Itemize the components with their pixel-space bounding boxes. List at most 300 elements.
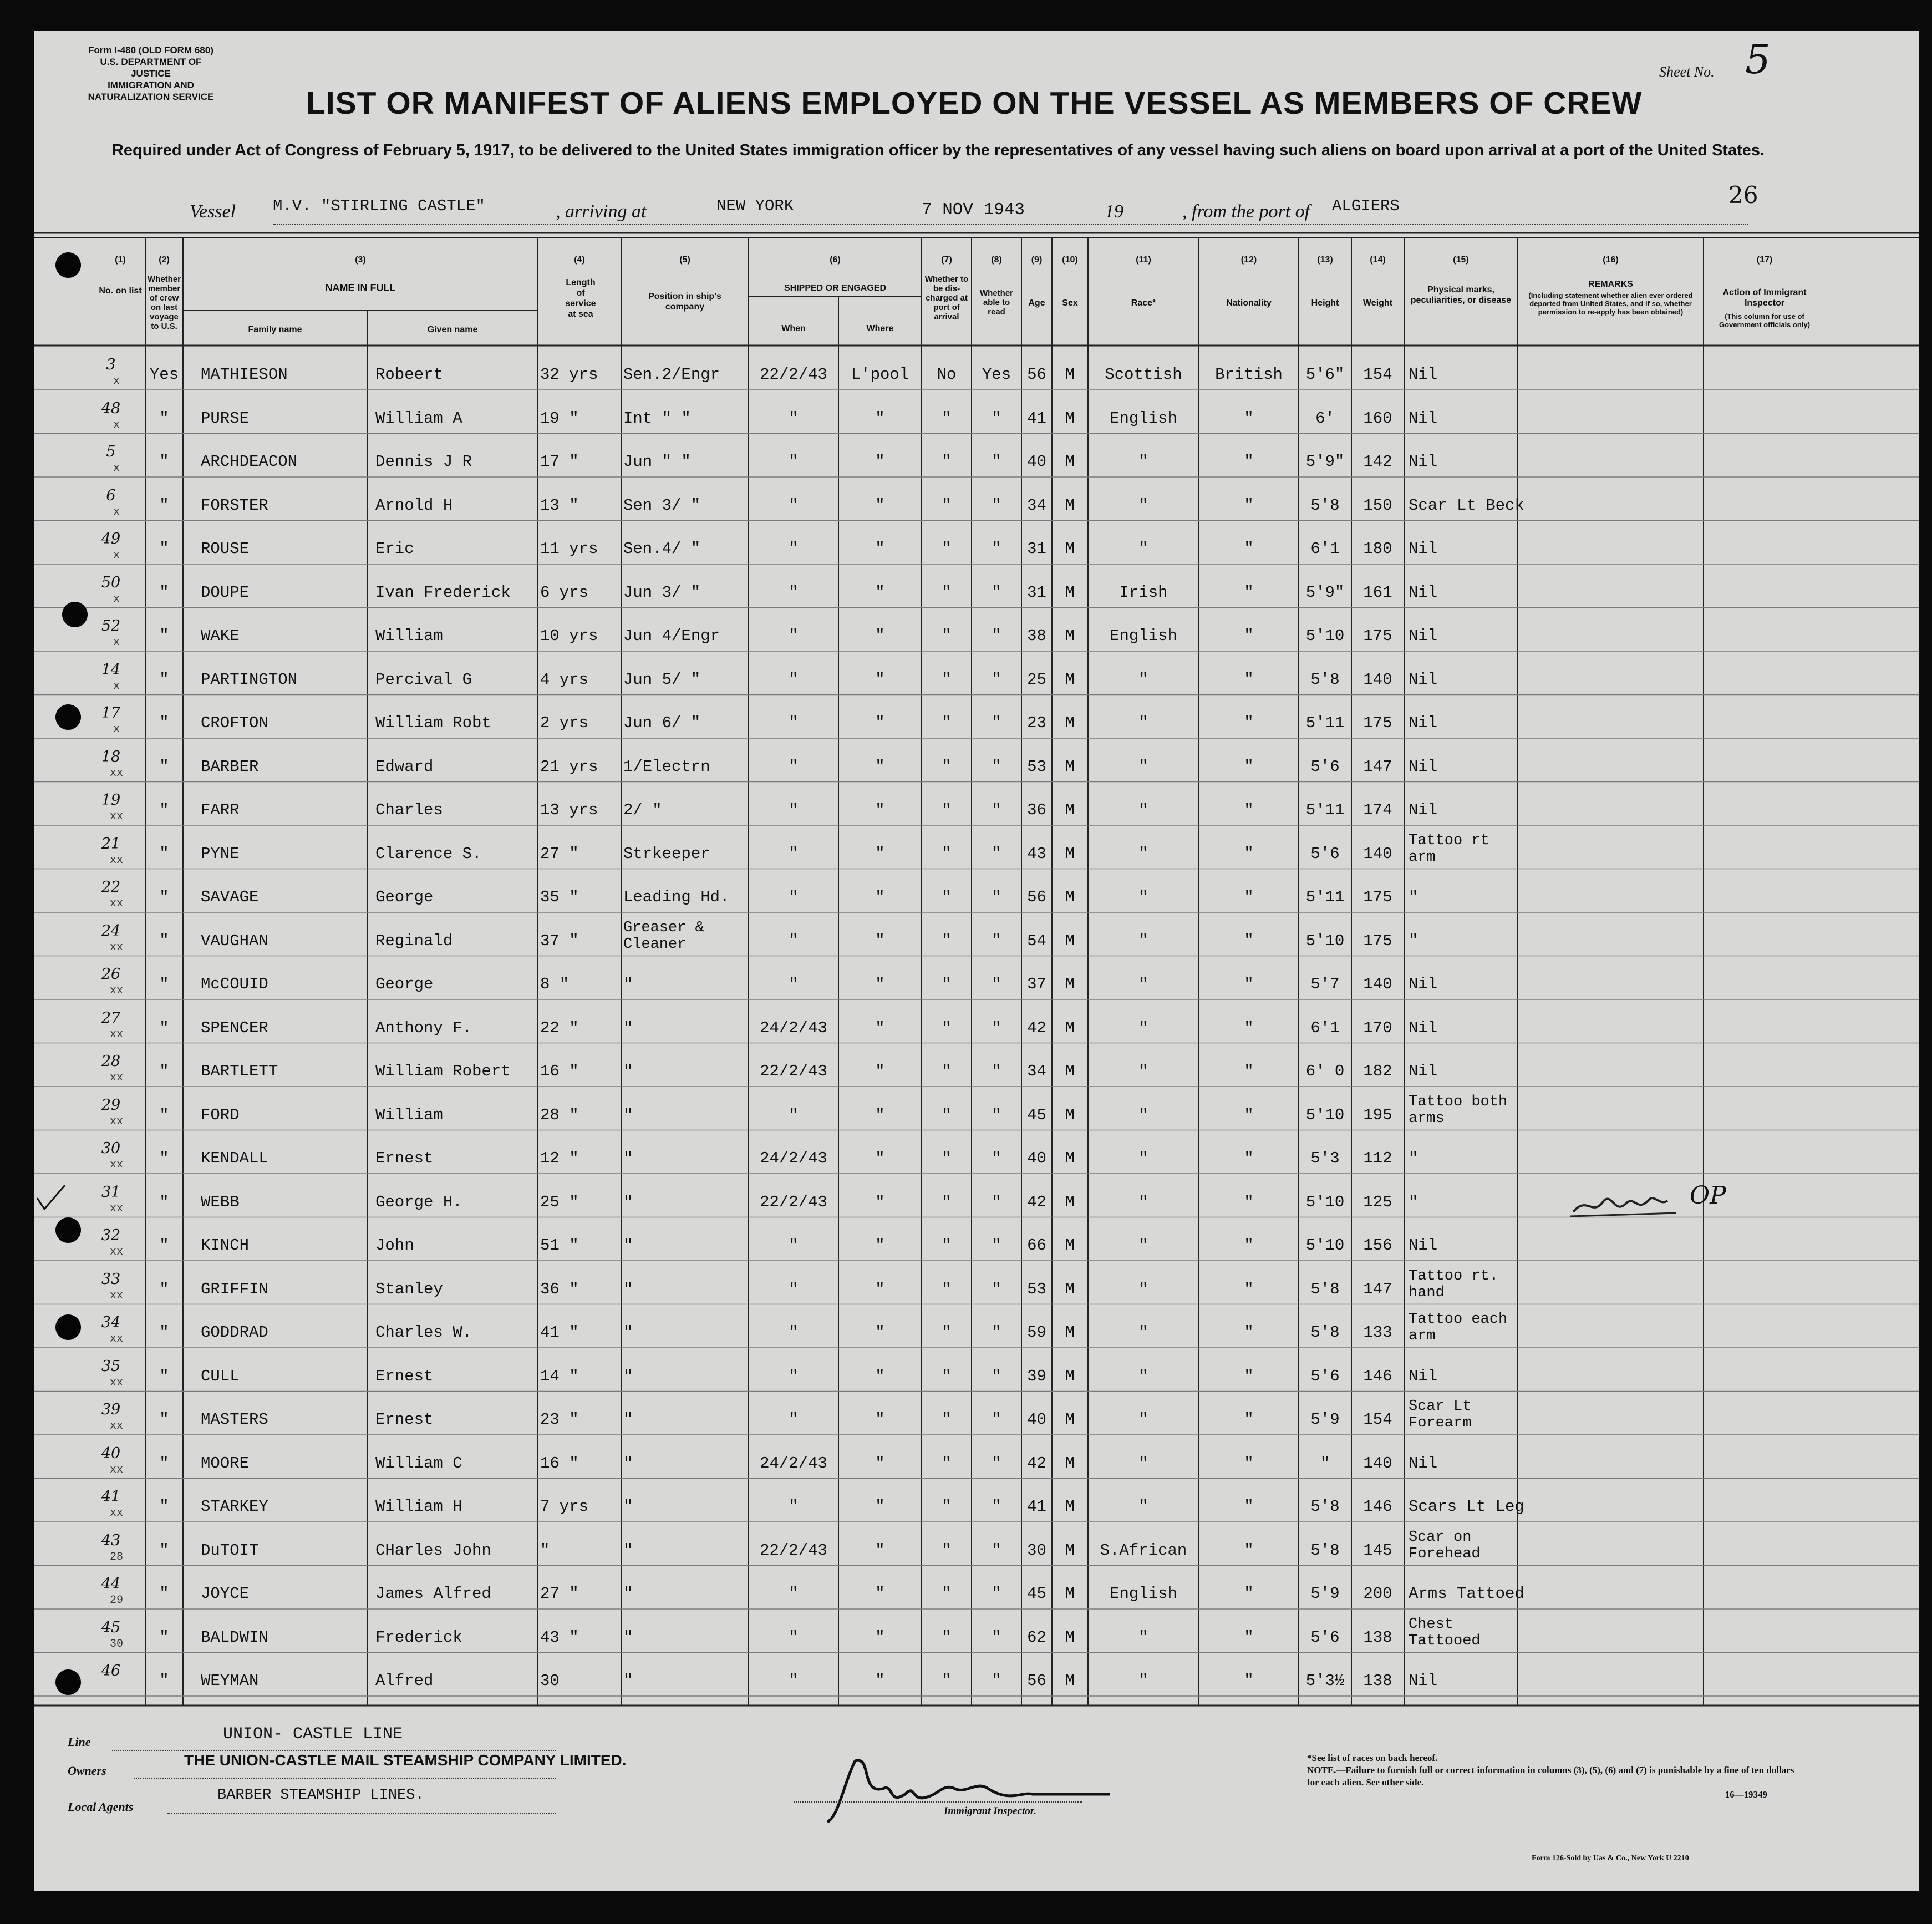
col-head-nationality: Nationality <box>1226 298 1272 308</box>
cell-family: CROFTON <box>201 714 268 732</box>
cell-height: 5'10 <box>1305 1236 1345 1255</box>
cell-when: " <box>789 888 799 906</box>
fine-note: NOTE.—Failure to furnish full or correct information in columns (3), (5), (6) and (7) is punishable by a fine of ten dollars for each alien. See other side. <box>1307 1765 1794 1788</box>
arrival-port: NEW YORK <box>716 197 794 215</box>
cell-marks: Scar on Forehead <box>1409 1529 1481 1562</box>
cell-weight: 112 <box>1363 1149 1392 1167</box>
row-list-number: 27 <box>101 1009 121 1027</box>
cell-service: 23 " <box>540 1410 579 1429</box>
owners-dotted <box>134 1778 556 1779</box>
col-head-family: Family name <box>248 325 302 334</box>
cell-where: " <box>875 1018 885 1037</box>
cell-race: " <box>1138 1497 1148 1516</box>
row-list-number: 43 <box>101 1531 121 1549</box>
row-old-number: xx <box>109 1289 123 1302</box>
col-head-remarks-note: (Including statement whether alien ever ordered deported from United States, and if so, whether permission to re-apply has been obtained) <box>1528 291 1693 316</box>
col-head-weight: Weight <box>1362 298 1393 308</box>
cell-when: " <box>789 931 799 950</box>
cell-sex: M <box>1065 931 1075 950</box>
cell-service: 8 " <box>540 975 570 993</box>
cell-service: 19 " <box>540 409 579 428</box>
cell-read: " <box>992 1280 1001 1298</box>
cell-read: " <box>992 714 1001 732</box>
cell-read: " <box>992 1323 1001 1342</box>
cell-given: CHarles John <box>375 1541 491 1560</box>
cell-race: S.African <box>1100 1541 1187 1560</box>
row-list-number: 31 <box>101 1183 121 1201</box>
cell-read: " <box>992 1454 1001 1473</box>
cell-position: " <box>623 1367 633 1385</box>
row-list-number: 45 <box>101 1618 121 1636</box>
cell-position: " <box>623 1628 633 1647</box>
cell-marks: Nil <box>1409 627 1438 645</box>
cell-age: 34 <box>1027 496 1046 515</box>
cell-when: 22/2/43 <box>760 1541 827 1560</box>
col-num-17: (17) <box>1756 255 1773 265</box>
cell-when: " <box>789 801 799 819</box>
cell-race: " <box>1138 1105 1148 1124</box>
cell-service: 35 " <box>540 888 579 906</box>
row-old-number: x <box>113 679 120 693</box>
cell-family: ROUSE <box>201 540 250 558</box>
cell-position: " <box>623 1236 633 1255</box>
row-old-number: xx <box>109 1246 123 1258</box>
sheet-label: Sheet No. <box>1659 64 1715 80</box>
row-list-number: 21 <box>101 835 121 852</box>
cell-weight: 180 <box>1363 540 1392 558</box>
cell-weight: 147 <box>1363 1280 1392 1298</box>
cell-age: 34 <box>1027 1062 1046 1080</box>
cell-given: Anthony F. <box>375 1018 472 1037</box>
cell-service: 30 <box>540 1672 560 1690</box>
cell-nationality: " <box>1244 670 1254 689</box>
cell-read: " <box>992 801 1001 819</box>
cell-marks: Scars Lt Leg <box>1409 1497 1524 1516</box>
cell-nationality: " <box>1244 583 1254 602</box>
cell-marks: Nil <box>1409 1672 1438 1690</box>
cell-nationality: " <box>1244 409 1254 428</box>
cell-discharged: " <box>942 1585 952 1603</box>
cell-marks: Nil <box>1409 1062 1438 1080</box>
cell-age: 25 <box>1027 670 1046 689</box>
cell-marks: Nil <box>1409 975 1438 993</box>
row-list-number: 29 <box>101 1096 121 1114</box>
cell-read: " <box>992 540 1001 558</box>
row-old-number: xx <box>109 1420 123 1433</box>
cell-nationality: " <box>1244 1410 1254 1429</box>
cell-given: Clarence S. <box>375 844 482 863</box>
col-num-12: (12) <box>1240 255 1257 265</box>
cell-race: " <box>1138 1062 1148 1080</box>
cell-family: FORD <box>201 1105 240 1124</box>
cell-given: Ivan Frederick <box>375 583 511 602</box>
cell-read: Yes <box>982 365 1011 384</box>
cell-given: Edward <box>375 757 434 776</box>
row-old-number: xx <box>109 1333 123 1346</box>
cell-race: " <box>1138 757 1148 776</box>
cell-discharged: " <box>942 757 952 776</box>
cell-marks: Arms Tattoed <box>1409 1585 1524 1603</box>
cell-crew: " <box>159 801 169 819</box>
cell-nationality: " <box>1244 844 1254 863</box>
cell-sex: M <box>1065 1236 1075 1255</box>
cell-family: BARBER <box>201 757 259 776</box>
cell-when: 24/2/43 <box>760 1018 827 1037</box>
cell-sex: M <box>1065 714 1075 732</box>
row-old-number: xx <box>109 941 123 954</box>
col-num-16: (16) <box>1603 255 1619 265</box>
cell-where: " <box>875 714 885 732</box>
cell-where: " <box>875 757 885 776</box>
cell-when: " <box>789 409 799 428</box>
cell-sex: M <box>1065 1367 1075 1385</box>
cell-crew: " <box>159 496 169 515</box>
cell-service: 51 " <box>540 1236 579 1255</box>
cell-family: BALDWIN <box>201 1628 268 1647</box>
col-head-remarks: REMARKS <box>1588 280 1633 289</box>
cell-discharged: " <box>942 670 952 689</box>
agents-label: Local Agents <box>68 1800 134 1814</box>
cell-sex: M <box>1065 1628 1075 1647</box>
cell-position: " <box>623 1018 633 1037</box>
cell-nationality: " <box>1244 931 1254 950</box>
cell-position: " <box>623 1497 633 1516</box>
cell-height: 5'9 <box>1310 1410 1340 1429</box>
cell-sex: M <box>1065 1585 1075 1603</box>
row-old-number: x <box>113 505 120 519</box>
cell-marks: Nil <box>1409 409 1438 428</box>
binder-hole <box>55 252 81 278</box>
cell-family: MOORE <box>201 1454 250 1473</box>
cell-discharged: " <box>942 453 952 471</box>
col-head-read: Whether able to read <box>980 288 1013 317</box>
cell-sex: M <box>1065 1062 1075 1080</box>
cell-family: PURSE <box>201 409 250 428</box>
cell-where: " <box>875 844 885 863</box>
cell-weight: 195 <box>1363 1105 1392 1124</box>
cell-race: English <box>1110 409 1177 428</box>
row-list-number: 50 <box>101 573 121 591</box>
cell-discharged: " <box>942 1367 952 1385</box>
cell-where: " <box>875 1497 885 1516</box>
cell-position: Jun 3/ " <box>623 583 701 602</box>
row-list-number: 39 <box>101 1401 121 1418</box>
cell-read: " <box>992 583 1001 602</box>
col-num-5: (5) <box>679 255 690 265</box>
vessel-name: M.V. "STIRLING CASTLE" <box>273 197 485 215</box>
row-list-number: 14 <box>101 661 121 678</box>
cell-read: " <box>992 496 1001 515</box>
cell-sex: M <box>1065 627 1075 645</box>
cell-read: " <box>992 1367 1001 1385</box>
cell-height: 5'9" <box>1305 583 1345 602</box>
cell-race: " <box>1138 975 1148 993</box>
cell-family: SPENCER <box>201 1018 268 1037</box>
cell-sex: M <box>1065 1454 1075 1473</box>
cell-weight: 125 <box>1363 1192 1392 1211</box>
row-old-number: x <box>113 549 120 562</box>
cell-sex: M <box>1065 1497 1075 1516</box>
cell-nationality: " <box>1244 1149 1254 1167</box>
cell-age: 38 <box>1027 627 1046 645</box>
cell-marks: Nil <box>1409 1018 1438 1037</box>
cell-nationality: " <box>1244 1541 1254 1560</box>
cell-nationality: " <box>1244 1672 1254 1690</box>
cell-crew: " <box>159 975 169 993</box>
cell-age: 66 <box>1027 1236 1046 1255</box>
cell-given: William Robt <box>375 714 491 732</box>
cell-discharged: " <box>942 627 952 645</box>
cell-service: 22 " <box>540 1018 579 1037</box>
col-head-name: NAME IN FULL <box>325 282 396 293</box>
cell-age: 53 <box>1027 757 1046 776</box>
cell-family: CULL <box>201 1367 240 1385</box>
cell-crew: " <box>159 627 169 645</box>
cell-discharged: " <box>942 583 952 602</box>
cell-marks: " <box>1409 1192 1419 1211</box>
cell-nationality: " <box>1244 1585 1254 1603</box>
binder-hole <box>55 1217 81 1243</box>
cell-weight: 140 <box>1363 1454 1392 1473</box>
row-old-number: xx <box>109 766 123 780</box>
cell-given: Ernest <box>375 1410 434 1429</box>
cell-marks: Nil <box>1409 801 1438 819</box>
cell-service: " <box>540 1541 550 1560</box>
cell-family: WAKE <box>201 627 240 645</box>
cell-where: " <box>875 496 885 515</box>
cell-position: Sen.4/ " <box>623 540 701 558</box>
cell-family: MASTERS <box>201 1410 268 1429</box>
cell-when: " <box>789 1236 799 1255</box>
cell-discharged: " <box>942 1018 952 1037</box>
cell-nationality: " <box>1244 1062 1254 1080</box>
cell-nationality: " <box>1244 1192 1254 1211</box>
cell-weight: 174 <box>1363 801 1392 819</box>
row-list-number: 49 <box>101 530 121 547</box>
cell-crew: " <box>159 583 169 602</box>
row-old-number: xx <box>109 1028 123 1041</box>
cell-nationality: " <box>1244 453 1254 471</box>
cell-given: William <box>375 1105 443 1124</box>
cell-race: " <box>1138 1280 1148 1298</box>
cell-where: " <box>875 1323 885 1342</box>
row-list-number: 3 <box>106 356 116 373</box>
cell-sex: M <box>1065 583 1075 602</box>
cell-service: 27 " <box>540 1585 579 1603</box>
cell-family: WEYMAN <box>201 1672 259 1690</box>
cell-position: Leading Hd. <box>623 888 730 906</box>
cell-where: " <box>875 1367 885 1385</box>
footer-block <box>68 1725 733 1836</box>
row-old-number: x <box>113 723 120 736</box>
cell-marks: Nil <box>1409 1367 1438 1385</box>
cell-sex: M <box>1065 1541 1075 1560</box>
col-num-8: (8) <box>991 255 1002 265</box>
cell-service: 41 " <box>540 1323 579 1342</box>
cell-read: " <box>992 453 1001 471</box>
cell-height: 5'8 <box>1310 496 1340 515</box>
cell-race: " <box>1138 1672 1148 1690</box>
col-head-position: Position in ship's company <box>648 292 721 312</box>
cell-crew: " <box>159 1018 169 1037</box>
cell-given: John <box>375 1236 414 1255</box>
cell-marks: Tattoo each arm <box>1409 1311 1508 1344</box>
cell-when: 24/2/43 <box>760 1149 827 1167</box>
cell-read: " <box>992 409 1001 428</box>
cell-age: 37 <box>1027 975 1046 993</box>
cell-crew: " <box>159 1497 169 1516</box>
cell-position: " <box>623 1454 633 1473</box>
cell-race: " <box>1138 1367 1148 1385</box>
cell-nationality: " <box>1244 1323 1254 1342</box>
col-head-marks: Physical marks, peculiarities, or disease <box>1410 285 1512 305</box>
cell-weight: 154 <box>1363 1410 1392 1429</box>
cell-crew: " <box>159 1672 169 1690</box>
cell-marks: Tattoo both arms <box>1409 1093 1508 1127</box>
binder-hole <box>62 602 88 627</box>
cell-read: " <box>992 1062 1001 1080</box>
cell-discharged: " <box>942 1497 952 1516</box>
row-list-number: 34 <box>101 1314 121 1331</box>
cell-crew: " <box>159 453 169 471</box>
cell-nationality: " <box>1244 1628 1254 1647</box>
cell-position: " <box>623 975 633 993</box>
cell-sex: M <box>1065 844 1075 863</box>
cell-weight: 145 <box>1363 1541 1392 1560</box>
cell-given: William Robert <box>375 1062 511 1080</box>
cell-height: 5'9" <box>1305 453 1345 471</box>
cell-when: 22/2/43 <box>760 1062 827 1080</box>
col-num-14: (14) <box>1370 255 1386 265</box>
cell-crew: " <box>159 409 169 428</box>
cell-family: KENDALL <box>201 1149 268 1167</box>
cell-nationality: " <box>1244 1236 1254 1255</box>
cell-crew: " <box>159 1149 169 1167</box>
cell-age: 23 <box>1027 714 1046 732</box>
col-head-action: Action of Immigrant Inspector <box>1722 288 1807 308</box>
cell-sex: M <box>1065 540 1075 558</box>
cell-given: Ernest <box>375 1149 434 1167</box>
cell-race: " <box>1138 1410 1148 1429</box>
row-list-number: 22 <box>101 879 121 896</box>
row-list-number: 46 <box>101 1662 121 1679</box>
crew-rows <box>34 31 1919 1891</box>
cell-discharged: " <box>942 931 952 950</box>
row-list-number: 19 <box>101 791 121 809</box>
cell-race: English <box>1110 1585 1177 1603</box>
row-list-number: 18 <box>101 748 121 765</box>
cell-read: " <box>992 1497 1001 1516</box>
cell-discharged: " <box>942 801 952 819</box>
cell-height: 5'8 <box>1310 1323 1340 1342</box>
cell-sex: M <box>1065 496 1075 515</box>
cell-height: 5'6" <box>1305 365 1345 384</box>
cell-discharged: " <box>942 1672 952 1690</box>
cell-weight: 161 <box>1363 583 1392 602</box>
cell-nationality: " <box>1244 714 1254 732</box>
department: U.S. DEPARTMENT OF JUSTICE <box>100 57 202 79</box>
cell-given: Eric <box>375 540 414 558</box>
cell-weight: 133 <box>1363 1323 1392 1342</box>
cell-read: " <box>992 975 1001 993</box>
cell-service: 4 yrs <box>540 670 589 689</box>
cell-marks: " <box>1409 931 1419 950</box>
cell-when: " <box>789 757 799 776</box>
row-list-number: 26 <box>101 966 121 983</box>
col-num-15: (15) <box>1453 255 1469 265</box>
row-list-number: 52 <box>101 617 121 634</box>
cell-where: " <box>875 1541 885 1560</box>
cell-nationality: " <box>1244 1018 1254 1037</box>
cell-service: 2 yrs <box>540 714 589 732</box>
cell-discharged: " <box>942 540 952 558</box>
cell-read: " <box>992 1018 1001 1037</box>
cell-nationality: " <box>1244 801 1254 819</box>
from-port: ALGIERS <box>1332 197 1400 215</box>
cell-when: " <box>789 714 799 732</box>
cell-read: " <box>992 844 1001 863</box>
col-head-race: Race* <box>1131 298 1156 308</box>
col-num-6: (6) <box>830 255 841 265</box>
cell-race: " <box>1138 1149 1148 1167</box>
col-head-when: When <box>781 324 806 333</box>
cell-service: 13 " <box>540 496 579 515</box>
cell-height: 5'10 <box>1305 1192 1345 1211</box>
cell-height: 5'11 <box>1305 888 1345 906</box>
cell-crew: " <box>159 931 169 950</box>
cell-age: 62 <box>1027 1628 1046 1647</box>
cell-family: VAUGHAN <box>201 931 268 950</box>
cell-race: Irish <box>1119 583 1168 602</box>
page-title: LIST OR MANIFEST OF ALIENS EMPLOYED ON THE VESSEL AS MEMBERS OF CREW <box>306 85 1643 121</box>
cell-service: 12 " <box>540 1149 579 1167</box>
cell-service: 14 " <box>540 1367 579 1385</box>
page-subtitle: Required under Act of Congress of February 5, 1917, to be delivered to the United States immigration officer by the representatives of any vessel having such aliens on board upon arrival at a port of the United States. <box>111 141 1765 159</box>
cell-position: " <box>623 1062 633 1080</box>
cell-where: " <box>875 1105 885 1124</box>
agents-dotted <box>167 1813 556 1814</box>
cell-position: Jun 5/ " <box>623 670 701 689</box>
cell-height: 5'8 <box>1310 1541 1340 1560</box>
row-old-number: xx <box>109 984 123 997</box>
cell-family: STARKEY <box>201 1497 268 1516</box>
cell-read: " <box>992 1410 1001 1429</box>
cell-sex: M <box>1065 1149 1075 1167</box>
cell-height: 6' <box>1315 409 1335 428</box>
cell-discharged: " <box>942 1628 952 1647</box>
cell-weight: 175 <box>1363 627 1392 645</box>
cell-age: 45 <box>1027 1105 1046 1124</box>
row-old-number: xx <box>109 1202 123 1215</box>
cell-crew: " <box>159 670 169 689</box>
cell-discharged: " <box>942 1149 952 1167</box>
cell-where: " <box>875 1410 885 1429</box>
cell-age: 42 <box>1027 1018 1046 1037</box>
cell-sex: M <box>1065 1280 1075 1298</box>
cell-position: " <box>623 1410 633 1429</box>
cell-age: 31 <box>1027 540 1046 558</box>
binder-hole <box>55 1669 81 1695</box>
cell-when: " <box>789 670 799 689</box>
cell-sex: M <box>1065 453 1075 471</box>
cell-height: 5'10 <box>1305 1105 1345 1124</box>
cell-service: 27 " <box>540 844 579 863</box>
cell-when: " <box>789 496 799 515</box>
cell-weight: 150 <box>1363 496 1392 515</box>
cell-position: " <box>623 1280 633 1298</box>
cell-marks: Chest Tattooed <box>1409 1616 1481 1649</box>
cell-marks: Nil <box>1409 365 1438 384</box>
